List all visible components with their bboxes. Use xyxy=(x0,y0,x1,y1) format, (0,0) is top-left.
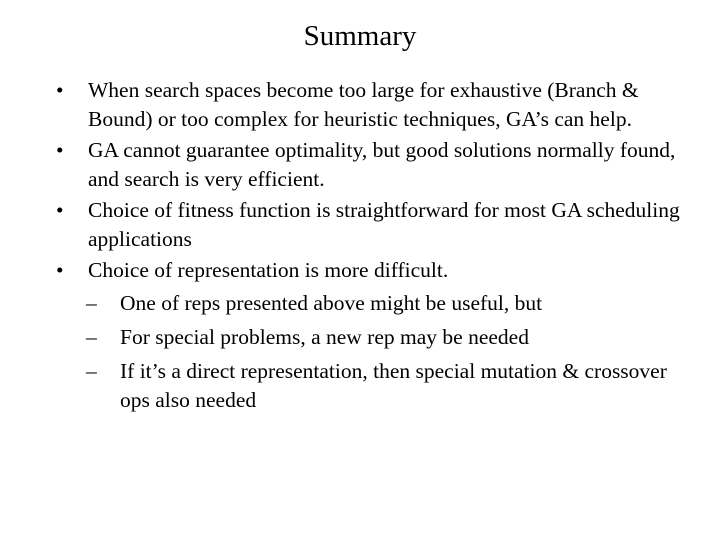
bullet-icon: • xyxy=(56,258,64,282)
sub-bullet-text: If it’s a direct representation, then special mutation & crossover ops also needed xyxy=(120,359,667,412)
bullet-item xyxy=(56,76,686,134)
slide-title: Summary xyxy=(303,20,417,52)
bullet-text: Choice of representation is more difficult. xyxy=(88,258,449,282)
bullet-item xyxy=(56,256,686,285)
bullet-icon: • xyxy=(56,78,64,102)
dash-icon: – xyxy=(86,359,97,383)
bullet-item xyxy=(56,196,686,254)
sub-bullet-text: One of reps presented above might be useful, but xyxy=(120,291,543,315)
sub-bullet-item xyxy=(56,289,686,318)
sub-bullet-item xyxy=(56,323,686,352)
bullet-icon: • xyxy=(56,138,64,162)
bullet-text: GA cannot guarantee optimality, but good solutions normally found, and search is very efficient. xyxy=(88,138,676,191)
dash-icon: – xyxy=(86,325,97,349)
bullet-text: Choice of fitness function is straightforward for most GA scheduling applications xyxy=(88,198,680,251)
bullet-icon: • xyxy=(56,198,64,222)
sub-bullet-text: For special problems, a new rep may be needed xyxy=(120,325,529,349)
dash-icon: – xyxy=(86,291,97,315)
slide-body xyxy=(56,76,686,415)
bullet-item xyxy=(56,136,686,194)
sub-bullet-item xyxy=(56,357,686,415)
bullet-text: When search spaces become too large for exhaustive (Branch & Bound) or too complex for heuristic techniques, GA’s can help. xyxy=(88,78,639,131)
